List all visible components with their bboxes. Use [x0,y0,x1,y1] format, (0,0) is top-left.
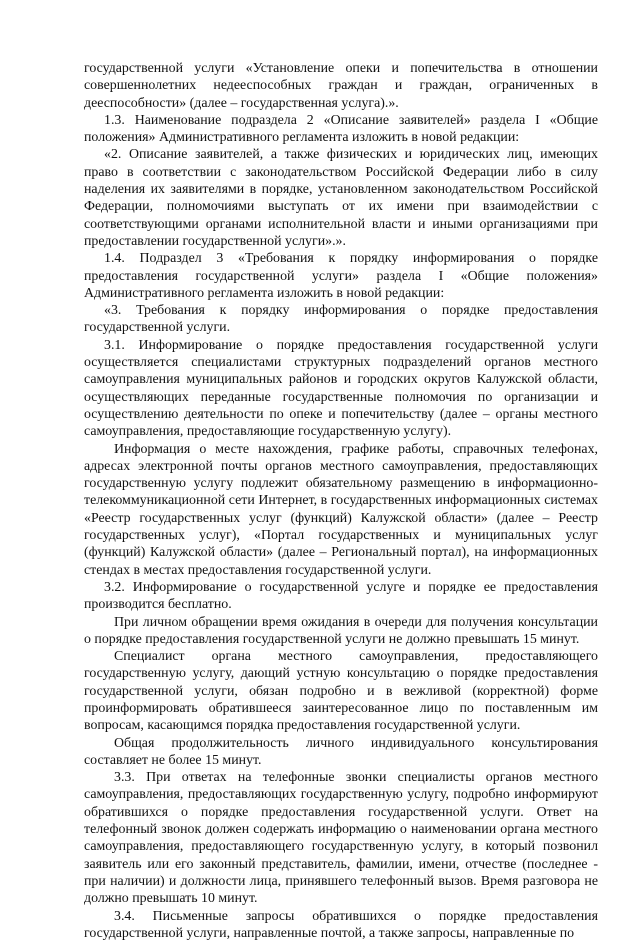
paragraph-p11: Общая продолжительность личного индивидуального консультирования составляет не более 15 минут. [84,735,598,768]
paragraph-p06: 3.1. Информирование о порядке предоставления государственной услуги осуществляется специалистами структурных подразделений органов местного самоуправления муниципальных районов и городских округов Калужской области, осуществляющих переданные государственные полномочия по организации и осуществлению деятельности по опеке и попечительству (далее – органы местного самоуправления, предоставляющие государственную услугу). [84,337,598,440]
paragraph-p08: 3.2. Информирование о государственной услуге и порядке ее предоставления производится бесплатно. [84,579,598,613]
paragraph-p09: При личном обращении время ожидания в очереди для получения консультации о порядке предоставления государственной услуги не должно превышать 15 минут. [84,614,598,647]
paragraph-p04: 1.4. Подраздел 3 «Требования к порядку информирования о порядке предоставления государственной услуги» раздела I «Общие положения» Административного регламента изложить в новой редакции: [84,251,598,301]
paragraph-p07: Информация о месте нахождения, графике работы, справочных телефонах, адресах электронной почты органов местного самоуправления, предоставляющих государственную услугу подлежит обязательному размещению в информационно-телекоммуникационной сети Интернет, в государственных информационных системах «Реестр государственных услуг (функций) Калужской области» (далее – Реестр государственных услуг), «Портал государственных и муниципальных услуг (функций) Калужской области» (далее – Региональный портал), на информационных стендах в местах предоставления государственной услуги. [84,441,598,578]
paragraph-p02: 1.3. Наименование подраздела 2 «Описание заявителей» раздела I «Общие положения» Административного регламента изложить в новой редакции: [84,112,598,146]
paragraph-p10: Специалист органа местного самоуправления, предоставляющего государственную услугу, дающий устную консультацию о порядке предоставления государственной услуги, обязан подробно и в вежливой (корректной) форме проинформировать обратившееся заинтересованное лицо по поставленным им вопросам, касающимся порядка предоставления государственной услуги. [84,649,598,734]
paragraph-p13: 3.4. Письменные запросы обратившихся о порядке предоставления государственной услуги, направленные почтой, а также запросы, направленные по [84,908,598,941]
paragraph-p03: «2. Описание заявителей, а также физических и юридических лиц, имеющих право в соответствии с законодательством Российской Федерации либо в силу наделения их заявителями в порядке, установленном законодательством Российской Федерации, полномочиями выступать от их имени при взаимодействии с соответствующими органами исполнительной власти и иными организациями при предоставлении государственной услуги».». [84,147,598,249]
paragraph-p05: «3. Требования к порядку информирования о порядке предоставления государственной услуги. [84,303,598,336]
paragraph-p01: государственной услуги «Установление опеки и попечительства в отношении совершеннолетних недееспособных граждан и граждан, ограниченных в дееспособности» (далее – государственная услуга).». [84,61,598,111]
document-page [84,60,598,942]
paragraph-p12: 3.3. При ответах на телефонные звонки специалисты органов местного самоуправления, предоставляющих государственную услугу, подробно информируют обратившихся о порядке предоставления государственной услуги. Ответ на телефонный звонок должен содержать информацию о наименовании органа местного самоуправления, предоставляющего государственную услугу, в который позвонил заявитель или его законный представитель, фамилии, имени, отчестве (последнее - при наличии) и должности лица, принявшего телефонный вызов. Время разговора не должно превышать 10 минут. [84,770,598,907]
